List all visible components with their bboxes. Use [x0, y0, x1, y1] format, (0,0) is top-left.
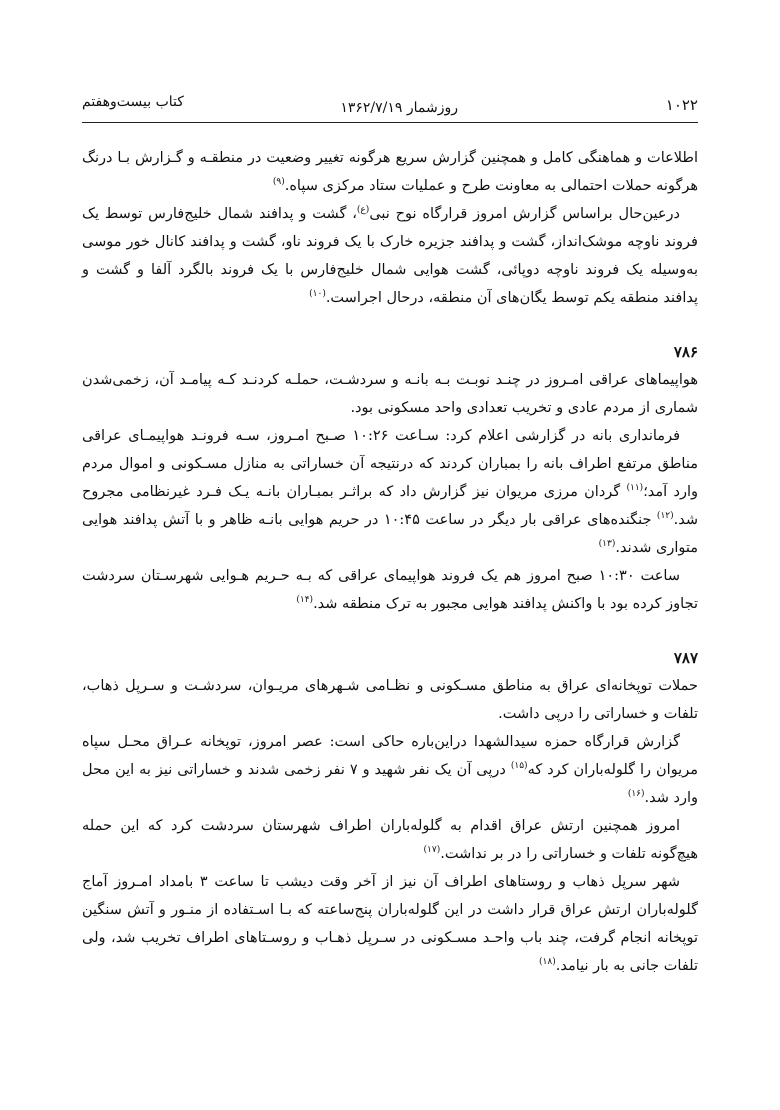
section-number: ۷۸۶ [673, 343, 698, 361]
paragraph: گزارش قرارگاه حمزه سیدالشهدا دراین‌باره حاکی است: عصر امروز، توپخانه عـراق محـل سپاه مریوان را گلوله‌باران کرد که$^{(۱۵)}$ درپی آن یک نفر شهید و ۷ نفر زخمی شدند و خساراتی نیز به این محل وارد شد.$^{(۱۶)}$ [82, 734, 698, 806]
footnote-ref[interactable]: (۹) [272, 177, 285, 188]
footnote-ref[interactable]: (۱۰) [309, 289, 326, 300]
paragraph: فرمانداری بانه در گزارشی اعلام کرد: سـاعت ۱۰:۲۶ صـبح امـروز، سـه فرونـد هواپیمـای عراقی مناطق مرتفع اطراف بانه را بمباران کردند که درنتیجه آن خساراتی به منازل مسـکونی و اموال مردم وارد آمد؛$^{(۱۱)}$ گردان مرزی مریوان نیز گزارش داد که براثـر بمبـاران بانـه یـک فـرد غیرنظامی مجروح شد.$^{(۱۲)}$ جنگنده‌های عراقی بار دیگر در ساعت ۱۰:۴۵ در حریم هوایی بانـه ظاهر و با آتش پدافند هوایی متواری شدند.$^{(۱۳)}$ [82, 428, 698, 556]
footnote-ref[interactable]: (۱۳) [598, 539, 616, 550]
paragraph: هواپیماهای عراقی امـروز در چنـد نوبـت بـه بانـه و سردشـت، حملـه کردنـد کـه پیامـد آن، زخمی‌شدن شماری از مردم عادی و تخریب تعدادی واحد مسکونی بود. [82, 372, 698, 416]
paragraph: حملات توپخانه‌ای عراق به مناطق مسـکونی و نظـامی شـهرهای مریـوان، سردشـت و سـرپل ذهاب، تلفات و خساراتی را درپی داشت. [82, 678, 698, 722]
page-number: ۱۰۲۲ [665, 96, 698, 114]
book-title: کتاب بیست‌وهفتم [82, 94, 184, 110]
paragraph: اطلاعات و هماهنگی کامل و همچنین گزارش سریع هرگونه تغییر وضعیت در منطقـه و گـزارش بـا درنگ هرگونه حملات احتمالی به معاونت طرح و عملیات ستاد مرکزی سپاه.$^{(۹)}$ [82, 150, 698, 194]
paragraph: ساعت ۱۰:۳۰ صبح امروز هم یک فروند هواپیمای عراقی که بـه حـریم هـوایی شهرسـتان سردشت تجاوز کرده بود با واکنش پدافند هوایی مجبور به ترک منطقه شد.$^{(۱۴)}$ [82, 568, 698, 612]
footnote-ref[interactable]: (۱۵) [510, 761, 528, 772]
footnote-ref[interactable]: (۱۴) [296, 595, 314, 606]
paragraph: درعین‌حال براساس گزارش امروز قرارگاه نوح نبی$^{(ع)}$، گشت و پدافند شمال خلیج‌فارس توسط یک فروند ناوچه موشک‌انداز، گشت و پدافند جزیره خارک با یک فروند ناو، گشت و پدافند کانال خور موسی به‌وسیله یک فروند ناوچه دوپائی، گشت هوایی شمال خلیج‌فارس با یک فروند بالگرد آلفا و گشت و پدافند منطقه یکم توسط یگان‌های آن منطقه، درحال اجراست.$^{(۱۰)}$ [82, 205, 698, 306]
footnote-ref[interactable]: (۱۶) [627, 789, 645, 800]
paragraph: شهر سرپل ذهاب و روستاهای اطراف آن نیز از آخر وقت دیشب تا ساعت ۳ بامداد امـروز آماج گلوله‌باران ارتش عراق قرار داشت در این گلوله‌باران پنج‌ساعته که بـا اسـتفاده از منـور و آتش سنگین توپخانه انجام گرفت، چند باب واحـد مسـکونی در سـرپل ذهـاب و روسـتاهای اطراف تخریب شد، ولی تلفات جانی به بار نیامد.$^{(۱۸)}$ [82, 874, 698, 974]
paragraph: امروز همچنین ارتش عراق اقدام به گلوله‌باران اطراف شهرستان سردشت کرد که این حمله هیچ‌گونه تلفات و خساراتی را در بر نداشت.$^{(۱۷)}$ [82, 818, 698, 862]
footnote-ref[interactable]: (۱۲) [656, 511, 674, 522]
footnote-ref[interactable]: (۱۸) [539, 957, 556, 968]
section-number: ۷۸۷ [673, 649, 698, 667]
body-text [82, 144, 698, 980]
header-date: روزشمار ۱۳۶۲/۷/۱۹ [340, 100, 458, 116]
footnote-ref[interactable]: (۱۱) [626, 483, 644, 494]
honorific-mark: (ع) [356, 205, 370, 216]
running-header [82, 92, 698, 123]
footnote-ref[interactable]: (۱۷) [423, 845, 441, 856]
